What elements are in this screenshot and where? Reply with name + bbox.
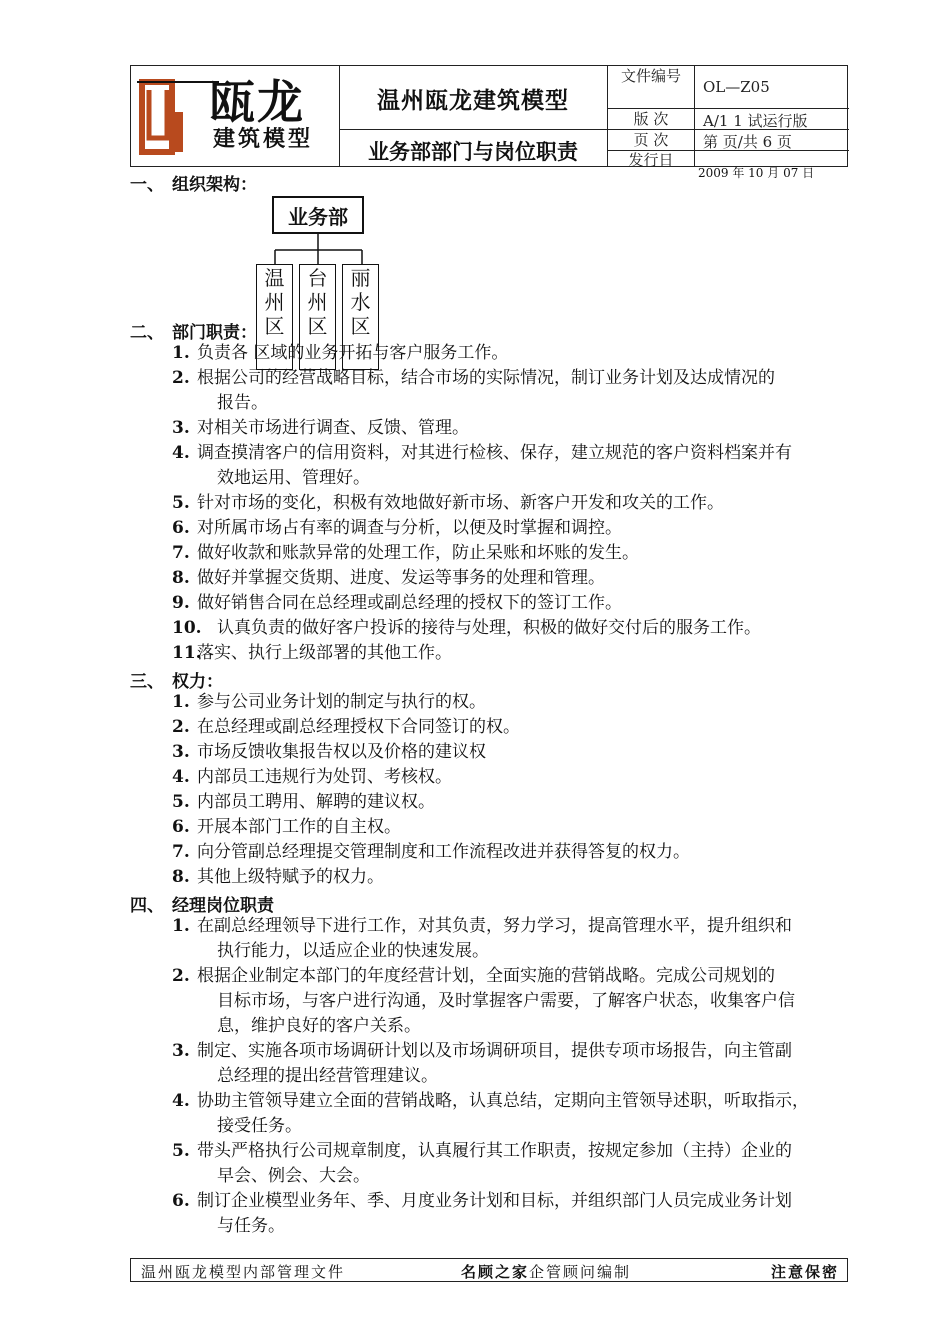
list-item: 9. 做好销售合同在总经理或副总经理的授权下的签订工作。: [172, 593, 622, 613]
company-name: 温州瓯龙建筑模型: [377, 87, 569, 114]
list-item: 8. 其他上级特赋予的权力。: [172, 867, 384, 887]
list-item: 5. 内部员工聘用、解聘的建议权。: [172, 792, 435, 812]
list-item-continuation: 早会、例会、大会。: [217, 1166, 370, 1186]
list-item-continuation: 报告。: [217, 393, 268, 413]
list-item: 6. 制订企业模型业务年、季、月度业务计划和目标，并组织部门人员完成业务计划: [172, 1191, 792, 1211]
list-item: 10. 认真负责的做好客户投诉的接待与处理，积极的做好交付后的服务工作。: [172, 618, 761, 638]
label-version: 版 次: [633, 110, 669, 128]
list-item: 2. 根据公司的经营战略目标，结合市场的实际情况，制订业务计划及达成情况的: [172, 368, 775, 388]
list-item: 2. 在总经理或副总经理授权下合同签订的权。: [172, 717, 520, 737]
list-item: 4. 调查摸清客户的信用资料，对其进行检核、保存，建立规范的客户资料档案并有: [172, 443, 792, 463]
logo-text-top: 瓯龙: [209, 75, 305, 129]
org-root-box: 业务部: [272, 196, 364, 234]
list-item: 2. 根据企业制定本部门的年度经营计划，全面实施的营销战略。完成公司规划的: [172, 966, 775, 986]
list-item: 7. 做好收款和账款异常的处理工作，防止呆账和坏账的发生。: [172, 543, 639, 563]
section-heading-4: 四、 经理岗位职责: [130, 896, 274, 916]
list-item-continuation: 总经理的提出经营管理建议。: [217, 1066, 438, 1086]
document-footer: [130, 1258, 848, 1282]
list-item: 1. 参与公司业务计划的制定与执行的权。: [172, 692, 486, 712]
doc-number-value: OL—Z05: [703, 78, 770, 96]
list-item: 1. 在副总经理领导下进行工作，对其负责，努力学习，提高管理水平，提升组织和: [172, 916, 792, 936]
footer-middle: 名顾之家企管顾问编制: [461, 1263, 632, 1281]
footer-right: 注意保密: [770, 1263, 839, 1281]
list-item: 3. 市场反馈收集报告权以及价格的建议权: [172, 742, 486, 762]
list-item: 5. 带头严格执行公司规章制度，认真履行其工作职责，按规定参加（主持）企业的: [172, 1141, 792, 1161]
list-item: 3. 制定、实施各项市场调研计划以及市场调研项目，提供专项市场报告，向主管副: [172, 1041, 792, 1061]
org-child-taizhou: 台州区: [299, 264, 336, 370]
footer-left: 温州瓯龙模型内部管理文件: [141, 1263, 346, 1281]
list-item: 11.落实、执行上级部署的其他工作。: [172, 643, 452, 663]
document-title: 业务部部门与岗位职责: [368, 140, 578, 164]
label-issue-date: 发行日: [628, 151, 674, 169]
page-value: 第 页/共 6 页: [703, 133, 792, 151]
org-child-wenzhou: 温州区: [256, 264, 293, 370]
list-item: 7. 向分管副总经理提交管理制度和工作流程改进并获得答复的权力。: [172, 842, 690, 862]
logo-text-bottom: 建筑模型: [213, 127, 314, 152]
list-item-continuation: 息，维护良好的客户关系。: [217, 1016, 421, 1036]
list-item: 6. 对所属市场占有率的调查与分析，以便及时掌握和调控。: [172, 518, 622, 538]
list-item: 1. 负责各 区域的业务开拓与客户服务工作。: [172, 343, 509, 363]
section-heading-2: 二、 部门职责：: [130, 323, 257, 343]
document-header: [130, 65, 848, 167]
list-item: 4. 协助主管领导建立全面的营销战略，认真总结，定期向主管领导述职，听取指示，: [172, 1091, 809, 1111]
list-item-continuation: 目标市场，与客户进行沟通，及时掌握客户需要，了解客户状态，收集客户信: [217, 991, 795, 1011]
version-value: A/1 1 试运行版: [703, 112, 808, 130]
list-item: 6. 开展本部门工作的自主权。: [172, 817, 401, 837]
list-item: 5. 针对市场的变化，积极有效地做好新市场、新客户开发和攻关的工作。: [172, 493, 724, 513]
list-item: 8. 做好并掌握交货期、进度、发运等事务的处理和管理。: [172, 568, 605, 588]
list-item: 3. 对相关市场进行调查、反馈、管理。: [172, 418, 469, 438]
org-child-lishui: 丽水区: [342, 264, 379, 370]
label-page: 页 次: [633, 131, 669, 149]
list-item: 4. 内部员工违规行为处罚、考核权。: [172, 767, 452, 787]
list-item-continuation: 与任务。: [217, 1216, 285, 1236]
section-heading-3: 三、 权力：: [130, 672, 223, 692]
list-item-continuation: 接受任务。: [217, 1116, 302, 1136]
section-heading-1: 一、 组织架构：: [130, 175, 257, 195]
list-item-continuation: 执行能力，以适应企业的快速发展。: [217, 941, 489, 961]
list-item-continuation: 效地运用、管理好。: [217, 468, 370, 488]
issue-date: 2009 年 10 月 07 日: [698, 166, 815, 180]
label-doc-number: 文件编号: [620, 67, 681, 85]
